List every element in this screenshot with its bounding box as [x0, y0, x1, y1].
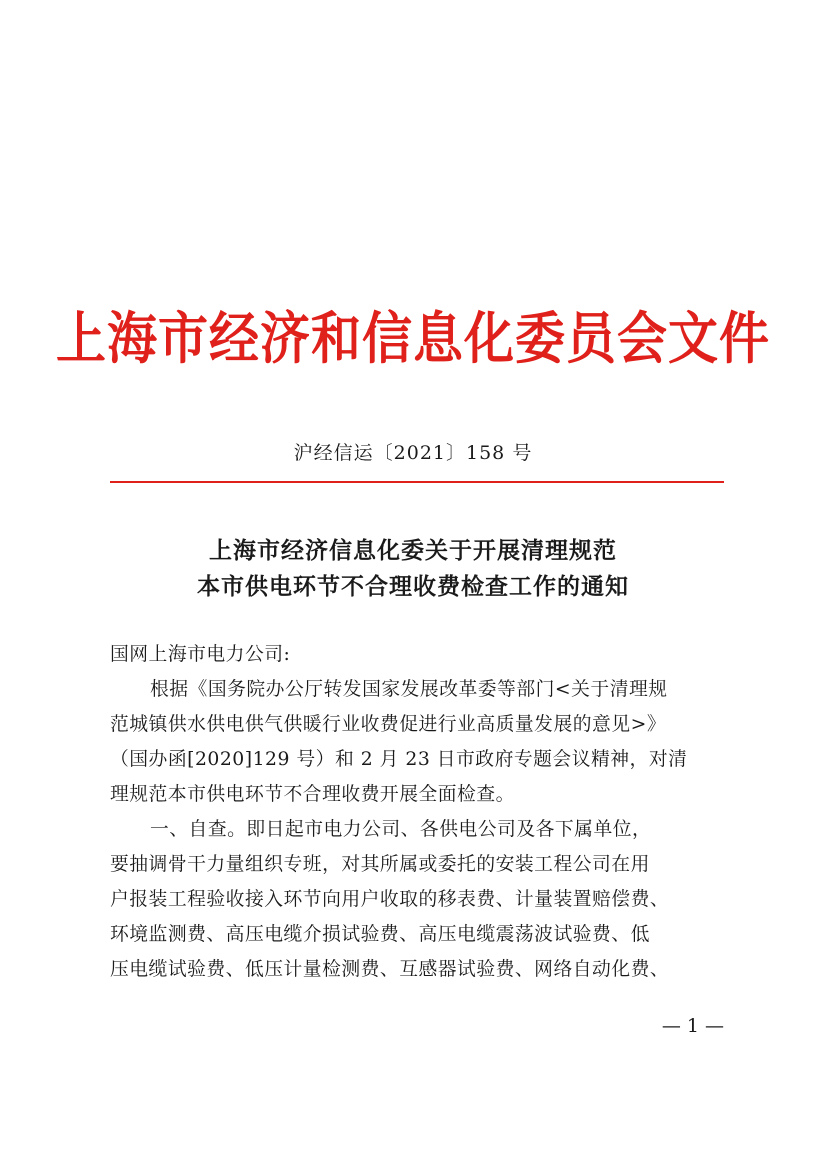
document-number: 沪经信运〔2021〕158 号: [293, 442, 533, 464]
paragraph-line: 户报装工程验收接入环节向用户收取的移表费、计量装置赔偿费、: [110, 889, 670, 910]
red-divider: [110, 481, 724, 483]
notice-title-line-2: 本市供电环节不合理收费检查工作的通知: [197, 573, 629, 600]
paragraph-line: 范城镇供水供电供气供暖行业收费促进行业高质量发展的意见>》: [110, 714, 667, 735]
paragraph-2: [110, 812, 724, 987]
body-text: [110, 637, 724, 987]
page-number: — 1 —: [661, 1015, 724, 1037]
notice-title-line-1: 上海市经济信息化委关于开展清理规范: [209, 537, 617, 564]
paragraph-line: 根据《国务院办公厅转发国家发展改革委等部门<关于清理规: [150, 679, 668, 700]
paragraph-line: 一、自查。即日起市电力公司、各供电公司及各下属单位，: [150, 819, 652, 840]
addressee: 国网上海市电力公司:: [110, 644, 291, 665]
paragraph-1: [110, 672, 724, 812]
paragraph-line: （国办函[2020]129 号）和 2 月 23 日市政府专题会议精神，对清: [110, 749, 688, 770]
paragraph-line: 压电缆试验费、低压计量检测费、互感器试验费、网络自动化费、: [110, 959, 670, 980]
paragraph-line: 要抽调骨干力量组织专班，对其所属或委托的安装工程公司在用: [110, 854, 650, 875]
paragraph-line: 环境监测费、高压电缆介损试验费、高压电缆震荡波试验费、低: [110, 924, 650, 945]
paragraph-line: 理规范本市供电环节不合理收费开展全面检查。: [110, 784, 515, 805]
notice-title: [0, 533, 826, 605]
document-header-title: 上海市经济和信息化委员会文件: [56, 305, 770, 372]
